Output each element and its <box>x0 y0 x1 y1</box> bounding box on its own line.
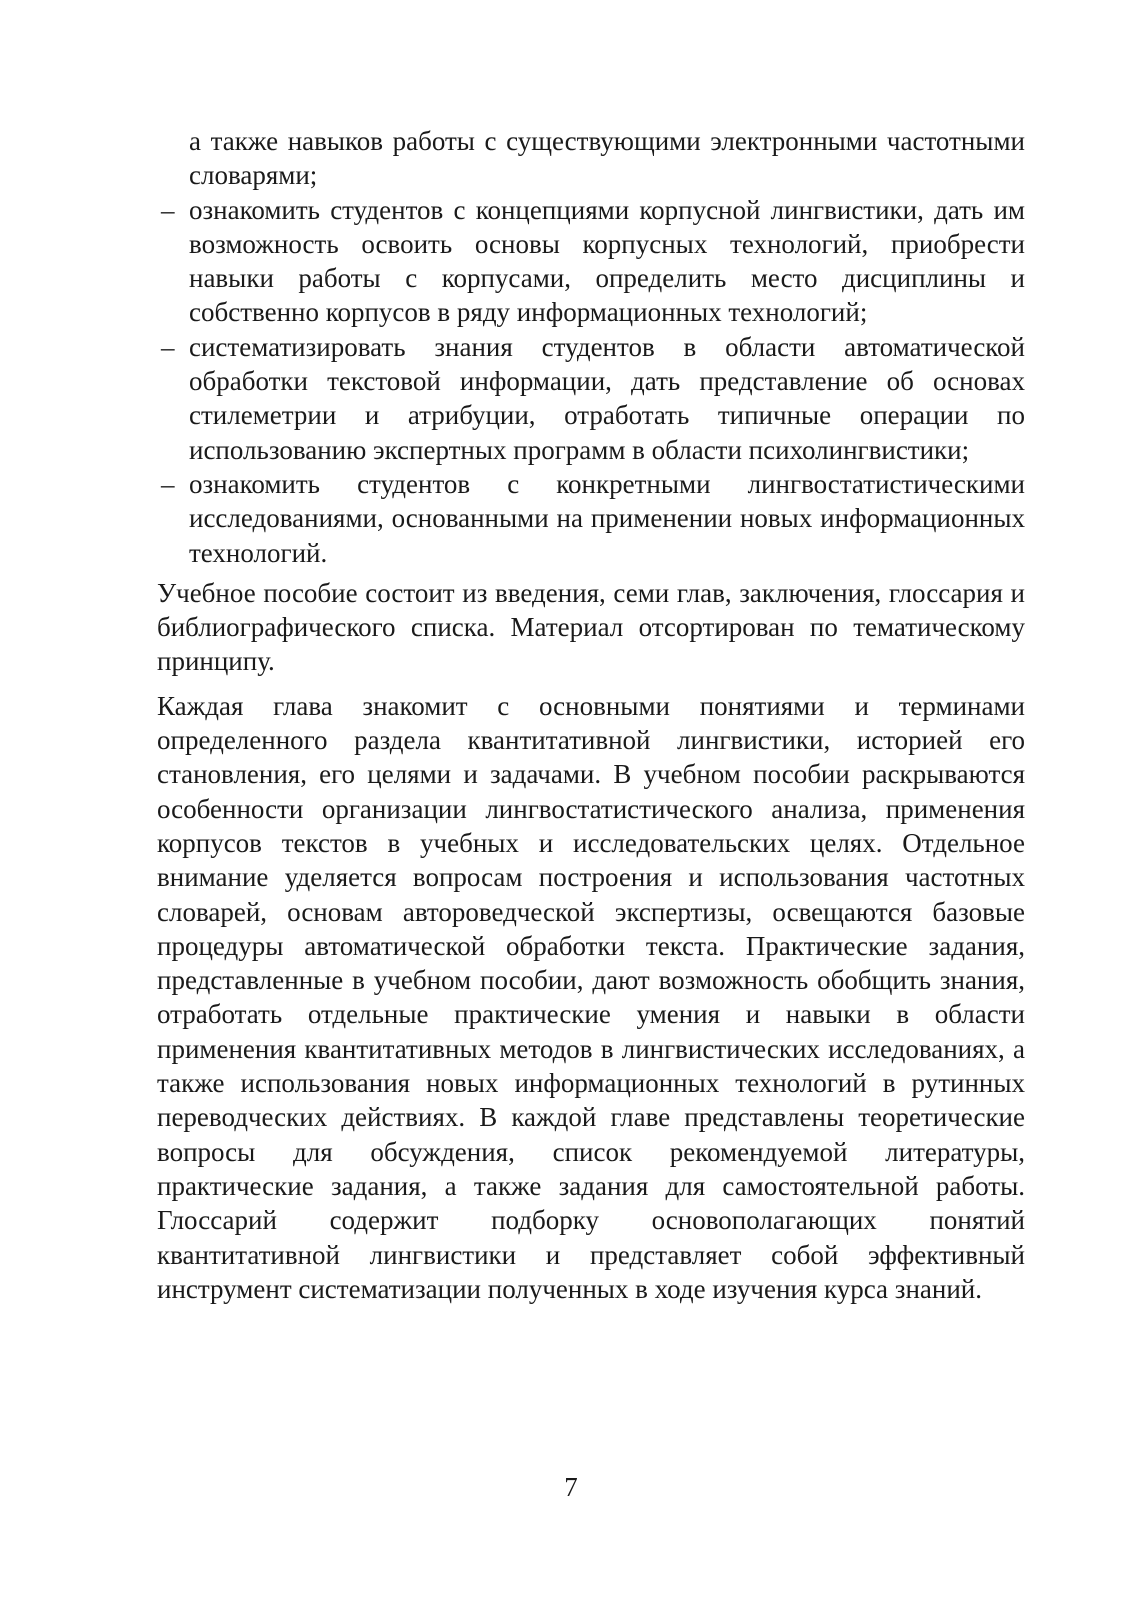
goals-list <box>157 193 1025 570</box>
bullet-dash: – <box>161 468 175 499</box>
list-item-text: ознакомить студентов с конкретными лингвостатистическими исследованиями, основанными на применении новых информационных технологий. <box>189 468 1025 568</box>
list-item <box>157 193 1025 330</box>
page-body <box>157 124 1025 1306</box>
bullet-dash: – <box>161 194 175 225</box>
list-item-text: систематизировать знания студентов в области автоматической обработки текстовой информации, дать представление об основах стилеметрии и атрибуции, отработать типичные операции по использованию экспертных программ в области психолингвистики; <box>189 331 1025 465</box>
list-item <box>157 330 1025 467</box>
page-number: 7 <box>564 1472 578 1502</box>
paragraph-chapters: Каждая глава знакомит с основными понятиями и терминами определенного раздела квантитативной лингвистики, историей его становления, его целями и задачами. В учебном пособии раскрываются особенности организации лингвостатистического анализа, применения корпусов текстов в учебных и исследовательских целях. Отдельное внимание уделяется вопросам построения и использования частотных словарей, основам автороведческой экспертизы, освещаются базовые процедуры автоматической обработки текста. Практические задания, представленные в учебном пособии, дают возможность обобщить знания, отработать отдельные практические умения и навыки в области применения квантитативных методов в лингвистических исследованиях, а также использования новых информационных технологий в рутинных переводческих действиях. В каждой главе представлены теоретические вопросы для обсуждения, список рекомендуемой литературы, практические задания, а также задания для самостоятельной работы. Глоссарий содержит подборку основополагающих понятий квантитативной лингвистики и представляет собой эффективный инструмент систематизации полученных в ходе изучения курса знаний. <box>157 690 1025 1304</box>
continuation-text: а также навыков работы с существующими электронными частотными словарями; <box>189 126 1025 191</box>
bullet-dash: – <box>161 331 175 362</box>
paragraph-structure: Учебное пособие состоит из введения, семи глав, заключения, глоссария и библиографического списка. Материал отсортирован по тематическому принципу. <box>157 577 1025 677</box>
list-item <box>157 467 1025 570</box>
list-item-text: ознакомить студентов с концепциями корпусной лингвистики, дать им возможность освоить основы корпусных технологий, приобрести навыки работы с корпусами, определить место дисциплины и собственно корпусов в ряду информационных технологий; <box>189 194 1025 328</box>
